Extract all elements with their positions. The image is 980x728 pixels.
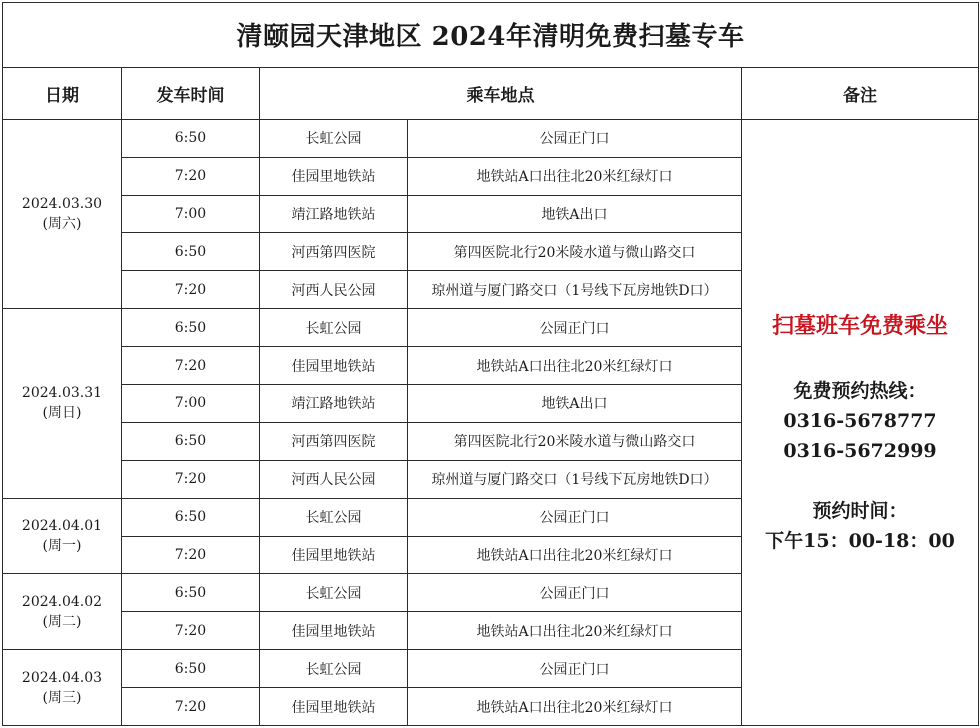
pickup-detail: 地铁站A口出往北20米红绿灯口 xyxy=(408,536,742,574)
station-name: 佳园里地铁站 xyxy=(260,688,408,726)
departure-time: 6:50 xyxy=(122,233,260,271)
hotline-label: 免费预约热线： xyxy=(793,379,927,402)
station-name: 河西第四医院 xyxy=(260,422,408,460)
pickup-detail: 地铁站A口出往北20米红绿灯口 xyxy=(408,347,742,385)
departure-time: 7:20 xyxy=(122,688,260,726)
page-title: 清颐园天津地区 2024年清明免费扫墓专车 xyxy=(3,3,979,68)
date-value: 2024.03.30 xyxy=(21,195,103,212)
station-name: 靖江路地铁站 xyxy=(260,384,408,422)
date-cell xyxy=(3,498,122,574)
date-cell xyxy=(3,574,122,650)
pickup-detail: 地铁站A口出往北20米红绿灯口 xyxy=(408,157,742,195)
weekday-value: (周六) xyxy=(42,215,82,232)
station-name: 长虹公园 xyxy=(260,650,408,688)
note-cell xyxy=(742,119,979,725)
departure-time: 7:20 xyxy=(122,157,260,195)
header-location: 乘车地点 xyxy=(260,67,742,119)
booking-time-value: 下午15：00-18：00 xyxy=(765,529,955,552)
date-value: 2024.04.01 xyxy=(21,518,103,535)
date-cell xyxy=(3,650,122,726)
pickup-detail: 第四医院北行20米陵水道与微山路交口 xyxy=(408,233,742,271)
schedule-row xyxy=(3,119,979,157)
pickup-detail: 琼州道与厦门路交口（1号线下瓦房地铁D口） xyxy=(408,460,742,498)
station-name: 佳园里地铁站 xyxy=(260,612,408,650)
departure-time: 7:20 xyxy=(122,536,260,574)
departure-time: 7:00 xyxy=(122,195,260,233)
station-name: 佳园里地铁站 xyxy=(260,536,408,574)
departure-time: 7:20 xyxy=(122,347,260,385)
pickup-detail: 公园正门口 xyxy=(408,650,742,688)
header-time: 发车时间 xyxy=(122,67,260,119)
weekday-value: (周三) xyxy=(42,689,82,706)
pickup-detail: 地铁站A口出往北20米红绿灯口 xyxy=(408,688,742,726)
pickup-detail: 公园正门口 xyxy=(408,574,742,612)
departure-time: 7:20 xyxy=(122,460,260,498)
date-value: 2024.04.03 xyxy=(21,669,103,686)
hotline-phone-1: 0316-5678777 xyxy=(783,409,937,432)
pickup-detail: 地铁A出口 xyxy=(408,195,742,233)
station-name: 河西人民公园 xyxy=(260,460,408,498)
weekday-value: (周一) xyxy=(42,538,82,555)
departure-time: 6:50 xyxy=(122,119,260,157)
pickup-detail: 公园正门口 xyxy=(408,309,742,347)
station-name: 佳园里地铁站 xyxy=(260,157,408,195)
date-cell xyxy=(3,119,122,308)
pickup-detail: 公园正门口 xyxy=(408,119,742,157)
date-value: 2024.04.02 xyxy=(21,593,103,610)
header-row xyxy=(3,67,979,119)
schedule-sheet xyxy=(2,2,978,726)
station-name: 河西人民公园 xyxy=(260,271,408,309)
schedule-table xyxy=(2,2,979,726)
departure-time: 6:50 xyxy=(122,422,260,460)
station-name: 长虹公园 xyxy=(260,574,408,612)
departure-time: 6:50 xyxy=(122,498,260,536)
station-name: 长虹公园 xyxy=(260,309,408,347)
departure-time: 7:20 xyxy=(122,612,260,650)
header-date: 日期 xyxy=(3,67,122,119)
pickup-detail: 第四医院北行20米陵水道与微山路交口 xyxy=(408,422,742,460)
weekday-value: (周日) xyxy=(42,405,82,422)
station-name: 佳园里地铁站 xyxy=(260,347,408,385)
date-cell xyxy=(3,309,122,498)
departure-time: 7:00 xyxy=(122,384,260,422)
pickup-detail: 地铁A出口 xyxy=(408,384,742,422)
station-name: 长虹公园 xyxy=(260,498,408,536)
departure-time: 7:20 xyxy=(122,271,260,309)
pickup-detail: 公园正门口 xyxy=(408,498,742,536)
departure-time: 6:50 xyxy=(122,309,260,347)
header-note: 备注 xyxy=(742,67,979,119)
station-name: 河西第四医院 xyxy=(260,233,408,271)
pickup-detail: 琼州道与厦门路交口（1号线下瓦房地铁D口） xyxy=(408,271,742,309)
pickup-detail: 地铁站A口出往北20米红绿灯口 xyxy=(408,612,742,650)
date-value: 2024.03.31 xyxy=(21,385,103,402)
booking-time-label: 预约时间： xyxy=(812,499,908,522)
station-name: 靖江路地铁站 xyxy=(260,195,408,233)
station-name: 长虹公园 xyxy=(260,119,408,157)
weekday-value: (周二) xyxy=(42,613,82,630)
departure-time: 6:50 xyxy=(122,650,260,688)
departure-time: 6:50 xyxy=(122,574,260,612)
hotline-phone-2: 0316-5672999 xyxy=(783,439,937,462)
free-ride-highlight: 扫墓班车免费乘坐 xyxy=(772,312,949,339)
note-spacer xyxy=(742,466,978,496)
